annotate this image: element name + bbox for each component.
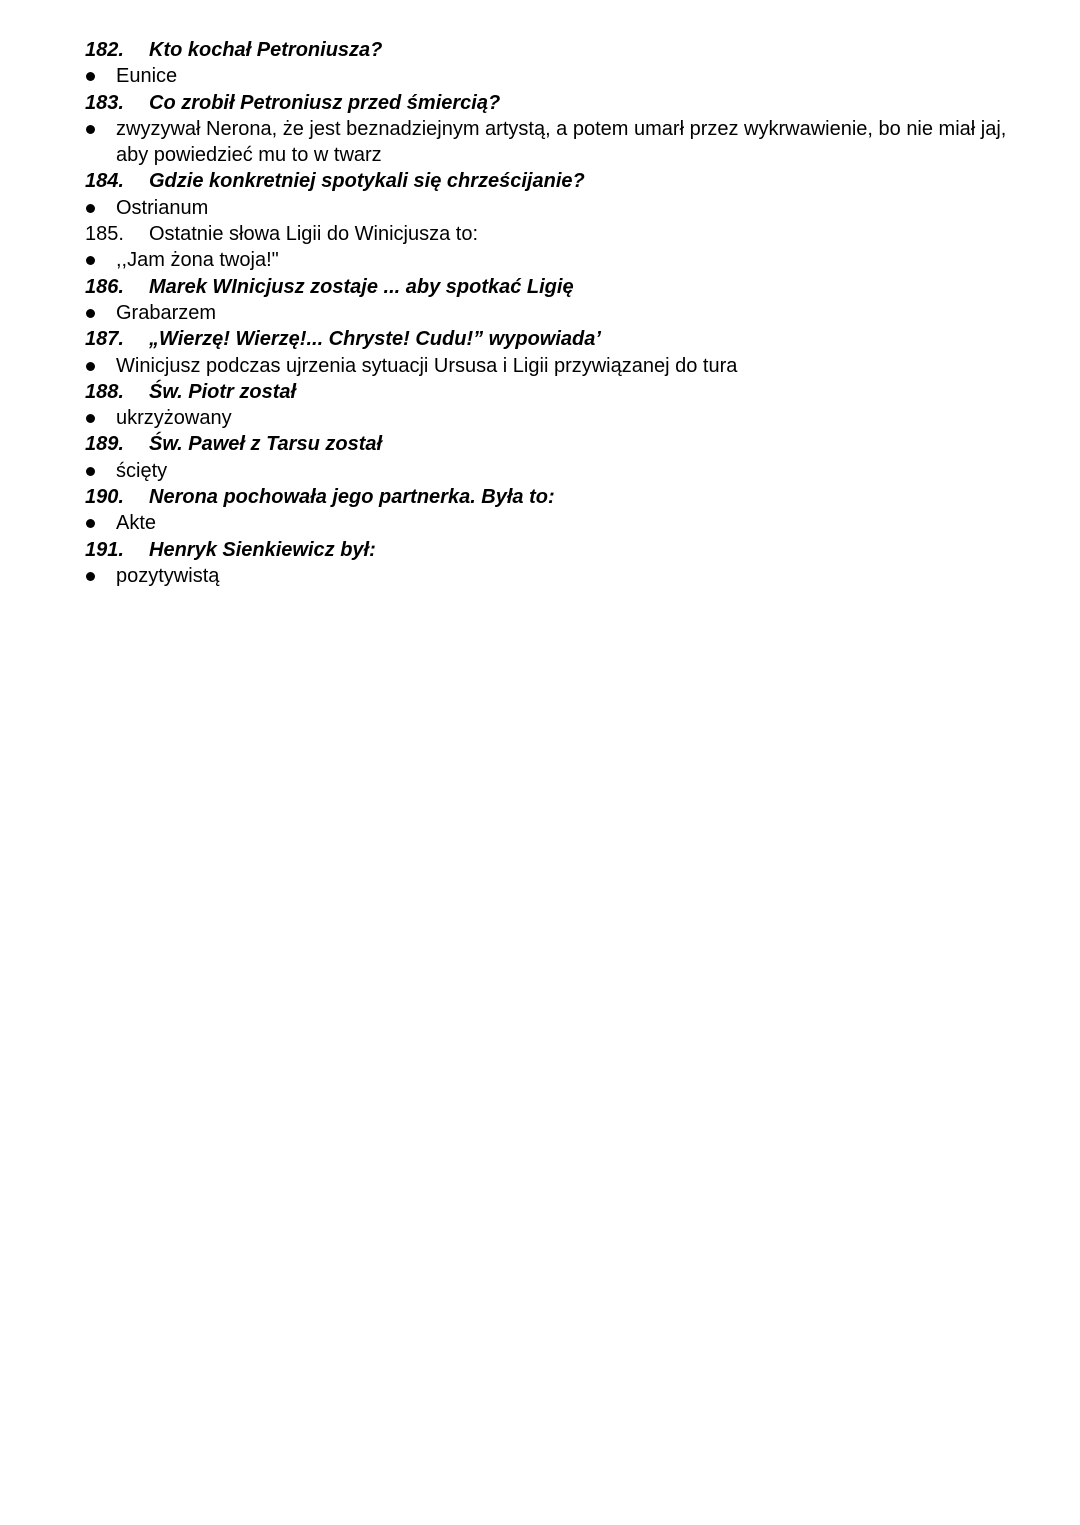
answer-190 xyxy=(85,510,1025,536)
question-190 xyxy=(85,484,1025,510)
question-text: Ostatnie słowa Ligii do Winicjusza to: xyxy=(149,223,479,246)
answer-182 xyxy=(85,63,1025,89)
qa-item-183 xyxy=(85,90,1025,169)
answer-text: Ostrianum xyxy=(116,196,209,219)
answer-183 xyxy=(85,116,1025,169)
bullet-icon xyxy=(85,353,116,379)
qa-list xyxy=(85,37,1025,589)
bullet-icon xyxy=(85,458,116,484)
answer-185 xyxy=(85,247,1025,273)
qa-item-184 xyxy=(85,168,1025,221)
question-text: Co zrobił Petroniusz przed śmiercią? xyxy=(149,91,501,114)
question-text: Św. Piotr został xyxy=(149,380,297,403)
question-number: 183. xyxy=(85,91,124,114)
answer-text: Eunice xyxy=(116,65,178,88)
answer-text: ukrzyżowany xyxy=(116,407,232,430)
question-188 xyxy=(85,379,1025,405)
question-number: 189. xyxy=(85,433,124,456)
answer-187 xyxy=(85,353,1025,379)
bullet-icon xyxy=(85,116,116,169)
question-text: Nerona pochowała jego partnerka. Była to: xyxy=(149,486,555,509)
qa-item-187 xyxy=(85,326,1025,379)
bullet-icon xyxy=(85,195,116,221)
qa-item-191 xyxy=(85,537,1025,590)
question-183 xyxy=(85,90,1025,116)
question-number: 182. xyxy=(85,39,124,61)
question-text: Marek WInicjusz zostaje ... aby spotkać Ligię xyxy=(149,275,574,298)
qa-item-189 xyxy=(85,431,1025,484)
answer-text: ścięty xyxy=(116,459,168,482)
answer-188 xyxy=(85,405,1025,431)
question-text: Gdzie konkretniej spotykali się chrześcijanie? xyxy=(149,170,585,193)
question-number: 191. xyxy=(85,538,124,561)
qa-item-190 xyxy=(85,484,1025,537)
answer-189 xyxy=(85,458,1025,484)
question-text: Św. Paweł z Tarsu został xyxy=(149,433,383,456)
bullet-icon xyxy=(85,247,116,273)
bullet-icon xyxy=(85,405,116,431)
question-182 xyxy=(85,37,1025,63)
question-number: 186. xyxy=(85,275,124,298)
answer-191 xyxy=(85,563,1025,589)
answer-184 xyxy=(85,195,1025,221)
question-186 xyxy=(85,274,1025,300)
question-189 xyxy=(85,431,1025,457)
question-187 xyxy=(85,326,1025,352)
question-text: „Wierzę! Wierzę!... Chryste! Cudu!” wypowiada’ xyxy=(149,328,601,351)
question-191 xyxy=(85,537,1025,563)
bullet-icon xyxy=(85,510,116,536)
question-184 xyxy=(85,168,1025,194)
question-185 xyxy=(85,221,1025,247)
qa-item-182 xyxy=(85,37,1025,90)
answer-text: Winicjusz podczas ujrzenia sytuacji Ursusa i Ligii przywiązanej do tura xyxy=(116,354,738,377)
qa-item-188 xyxy=(85,379,1025,432)
answer-186 xyxy=(85,300,1025,326)
question-number: 188. xyxy=(85,380,124,403)
bullet-icon xyxy=(85,563,116,589)
question-text: Kto kochał Petroniusza? xyxy=(149,39,383,61)
answer-text: zwyzywał Nerona, że jest beznadziejnym artystą, a potem umarł przez wykrwawienie, bo nie miał jaj, aby powiedzieć mu to w twarz xyxy=(116,117,1007,167)
answer-text: Grabarzem xyxy=(116,301,217,324)
qa-item-185 xyxy=(85,221,1025,274)
question-number: 185. xyxy=(85,223,124,246)
bullet-icon xyxy=(85,63,116,89)
qa-item-186 xyxy=(85,274,1025,327)
question-number: 190. xyxy=(85,486,124,509)
question-number: 187. xyxy=(85,328,124,351)
question-number: 184. xyxy=(85,170,124,193)
question-text: Henryk Sienkiewicz był: xyxy=(149,538,376,561)
answer-text: pozytywistą xyxy=(116,564,220,587)
bullet-icon xyxy=(85,300,116,326)
answer-text: ,,Jam żona twoja!" xyxy=(116,249,279,272)
answer-text: Akte xyxy=(116,512,157,535)
